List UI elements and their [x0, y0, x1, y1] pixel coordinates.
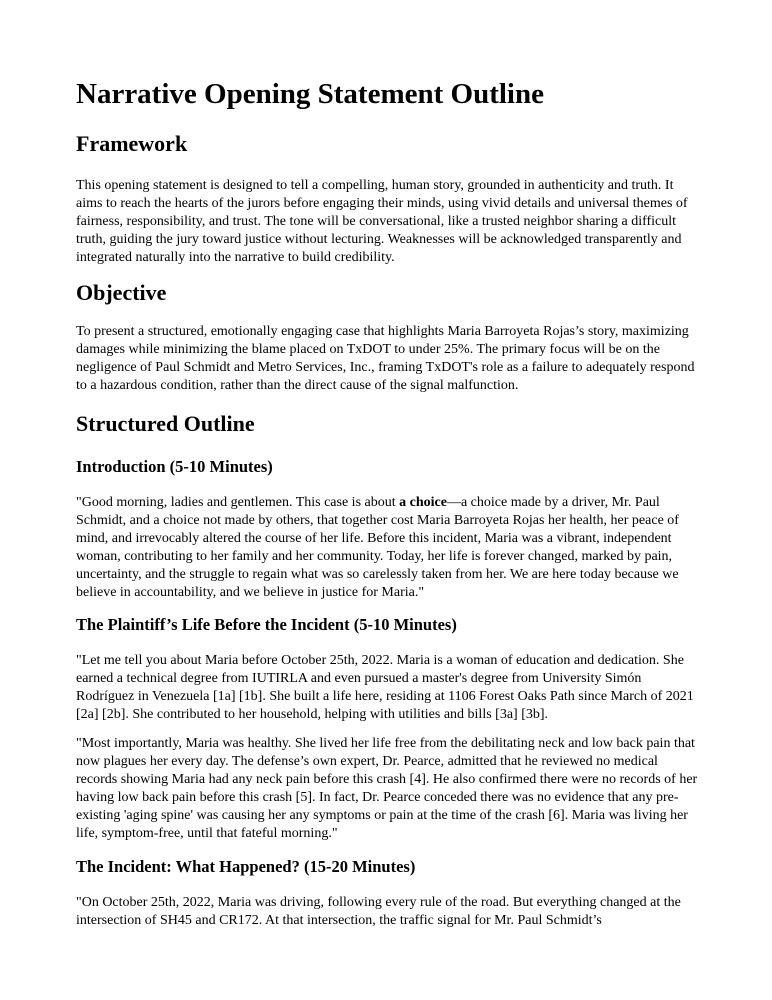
incident-paragraph: "On October 25th, 2022, Maria was driving, following every rule of the road. But everything changed at the intersection of SH45 and CR172. At that intersection, the traffic signal for Mr. Paul Schmidt’s	[76, 895, 681, 928]
life-before-paragraph-2: "Most importantly, Maria was healthy. She lived her life free from the debilitating neck and low back pain that now plagues her every day. The defense’s own expert, Dr. Pearce, admitted that he reviewed no medical records showing Maria had any neck pain before this crash [4]. He also confirmed there were no records of her having low back pain before this crash [5]. In fact, Dr. Pearce conceded there was no evidence that any pre-existing 'aging spine' was causing her any symptoms or pain at the time of the crash [6]. Maria was living her life, symptom-free, until that fateful morning."	[76, 736, 698, 841]
life-before-heading: The Plaintiff’s Life Before the Incident (5-10 Minutes)	[76, 615, 457, 634]
incident-heading: The Incident: What Happened? (15-20 Minutes)	[76, 857, 416, 876]
objective-paragraph: To present a structured, emotionally engaging case that highlights Maria Barroyeta Rojas’s story, maximizing damages while minimizing the blame placed on TxDOT to under 25%. The primary focus will be on the negligence of Paul Schmidt and Metro Services, Inc., framing TxDOT's role as a failure to adequately respond to a hazardous condition, rather than the direct cause of the signal malfunction.	[76, 324, 695, 393]
structured-outline-heading: Structured Outline	[76, 411, 255, 436]
framework-paragraph: This opening statement is designed to tell a compelling, human story, grounded in authenticity and truth. It aims to reach the hearts of the jurors before engaging their minds, using vivid details and universal themes of fairness, responsibility, and trust. The tone will be conversational, like a trusted neighbor sharing a difficult truth, guiding the jury toward justice without lecturing. Weaknesses will be acknowledged transparently and integrated naturally into the narrative to build credibility.	[76, 178, 688, 265]
framework-heading: Framework	[76, 131, 188, 156]
introduction-text-end: —a choice made by a driver, Mr. Paul Schmidt, and a choice not made by others, that together cost Maria Barroyeta Rojas her health, her peace of mind, and irrevocably altered the course of her life. Before this incident, Maria was a vibrant, independent woman, contributing to her family and her community. Today, her life is forever changed, marked by pain, uncertainty, and the struggle to regain what was so carelessly taken from her. We are here today because we believe in accountability, and we believe in justice for Maria."	[76, 495, 679, 600]
introduction-heading: Introduction (5-10 Minutes)	[76, 457, 273, 476]
introduction-paragraph	[76, 494, 700, 602]
introduction-emphasis: a choice	[399, 495, 447, 510]
introduction-text-start: "Good morning, ladies and gentlemen. This case is about	[76, 495, 400, 510]
life-before-paragraph-1: "Let me tell you about Maria before October 25th, 2022. Maria is a woman of education and dedication. She earned a technical degree from IUTIRLA and even pursued a master's degree from University Simón Rodríguez in Venezuela [1a] [1b]. She built a life here, residing at 1106 Forest Oaks Path since March of 2021 [2a] [2b]. She contributed to her household, helping with utilities and bills [3a] [3b].	[76, 653, 694, 722]
page-title: Narrative Opening Statement Outline	[76, 78, 544, 110]
objective-heading: Objective	[76, 280, 167, 305]
